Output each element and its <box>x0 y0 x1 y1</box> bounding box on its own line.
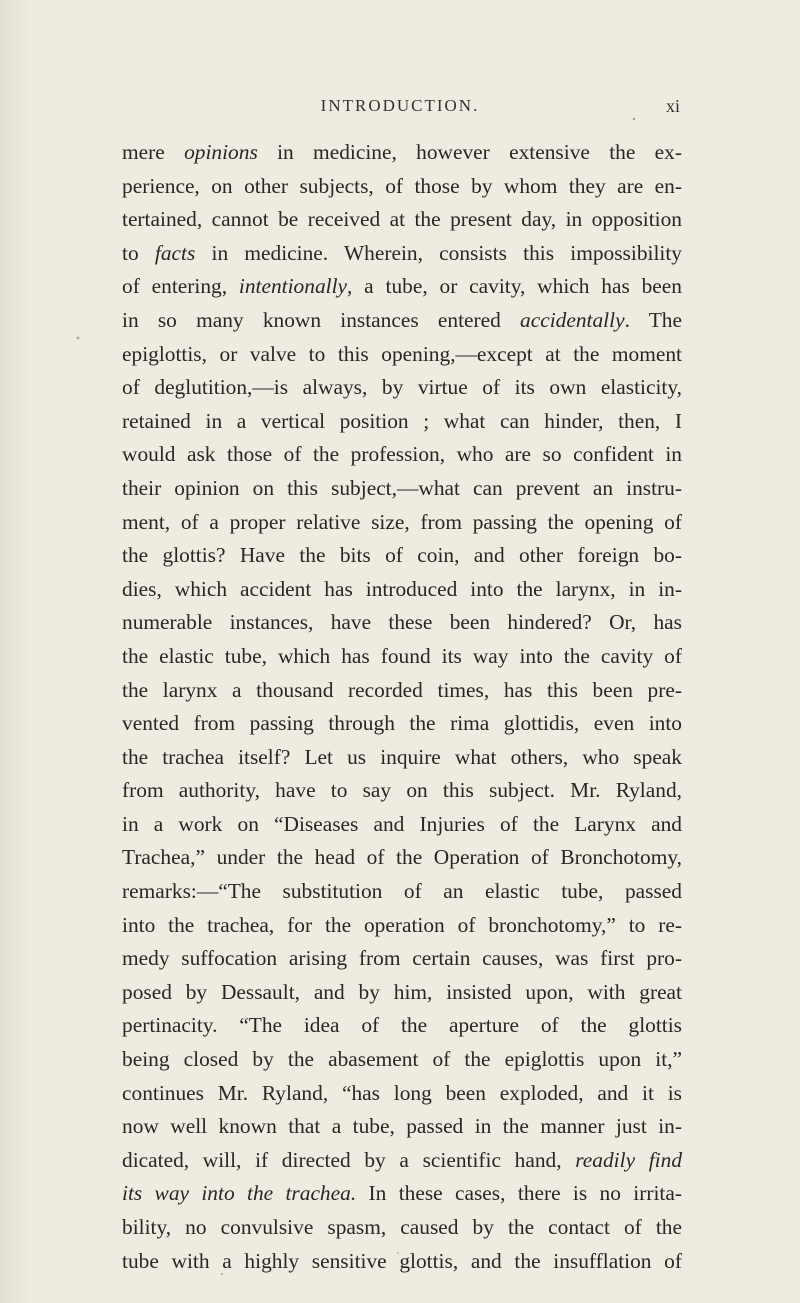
italic-text: its way into the trachea. <box>122 1181 357 1206</box>
italic-text: readily find <box>575 1147 683 1172</box>
text-line <box>122 573 682 607</box>
text-segment: numerable instances, have these been hindered? Or, has <box>122 610 682 635</box>
text-line <box>122 909 682 943</box>
text-segment: retained in a vertical position ; what can hinder, then, I <box>122 408 682 433</box>
text-segment: in so many known instances entered <box>122 307 521 332</box>
text-segment: posed by Dessault, and by him, insisted upon, with great <box>122 979 682 1004</box>
text-line <box>122 774 682 808</box>
text-line <box>122 674 682 708</box>
text-line <box>122 338 682 372</box>
text-segment: tube with a highly sensitive glottis, and the insufflation of <box>122 1248 682 1273</box>
text-segment: dicated, will, if directed by a scientific hand, <box>122 1147 576 1172</box>
text-segment: the glottis? Have the bits of coin, and other foreign bo- <box>122 543 682 568</box>
text-segment: would ask those of the profession, who are so confident in <box>122 442 682 467</box>
text-segment: tertained, cannot be received at the present day, in opposition <box>122 207 682 232</box>
text-line <box>122 405 682 439</box>
text-line <box>122 1211 682 1245</box>
body-text <box>122 136 682 1278</box>
text-line <box>122 1009 682 1043</box>
text-segment: . The <box>624 307 682 332</box>
text-line <box>122 1110 682 1144</box>
text-line <box>122 841 682 875</box>
text-line <box>122 1077 682 1111</box>
text-line <box>122 640 682 674</box>
text-segment: the elastic tube, which has found its way into the cavity of <box>122 643 682 668</box>
text-segment: the trachea itself? Let us inquire what others, who speak <box>122 744 682 769</box>
italic-text: opinions <box>184 140 258 164</box>
text-segment: mere <box>122 140 185 164</box>
text-line <box>122 707 682 741</box>
text-segment: dies, which accident has introduced into the larynx, in in- <box>122 576 682 601</box>
text-segment: medy suffocation arising from certain causes, was first pro- <box>122 946 682 971</box>
text-line <box>122 237 682 271</box>
text-segment: pertinacity. “The idea of the aperture of the glottis <box>122 1013 682 1038</box>
text-segment: their opinion on this subject,—what can prevent an instru- <box>122 475 682 500</box>
text-segment: In these cases, there is no irrita- <box>356 1181 682 1206</box>
text-segment: in a work on “Diseases and Injuries of the Larynx and <box>122 811 682 836</box>
italic-text: intentionally <box>238 274 348 299</box>
text-line <box>122 136 682 170</box>
text-segment: Trachea,” under the head of the Operation of Bronchotomy, <box>122 845 682 870</box>
text-line <box>122 1144 682 1178</box>
text-line <box>122 741 682 775</box>
text-line <box>122 606 682 640</box>
text-segment: of deglutition,—is always, by virtue of its own elasticity, <box>122 375 682 400</box>
text-line <box>122 942 682 976</box>
text-line <box>122 203 682 237</box>
text-line <box>122 371 682 405</box>
text-line <box>122 1177 682 1211</box>
text-segment: , a tube, or cavity, which has been <box>347 274 682 299</box>
text-line <box>122 539 682 573</box>
text-segment: being closed by the abasement of the epiglottis upon it,” <box>122 1047 682 1072</box>
text-segment: continues Mr. Ryland, “has long been exploded, and it is <box>122 1080 682 1105</box>
text-segment: bility, no convulsive spasm, caused by the contact of the <box>122 1215 682 1239</box>
text-line <box>122 304 682 338</box>
text-segment: in medicine. Wherein, consists this impossibility <box>195 240 682 265</box>
text-line <box>122 976 682 1010</box>
text-segment: ment, of a proper relative size, from passing the opening of <box>122 509 682 534</box>
text-segment: epiglottis, or valve to this opening,—except at the moment <box>122 341 682 366</box>
text-line <box>122 472 682 506</box>
text-segment: of entering, <box>122 274 239 299</box>
text-line <box>122 506 682 540</box>
text-line <box>122 270 682 304</box>
text-line <box>122 1043 682 1077</box>
text-segment: from authority, have to say on this subject. Mr. Ryland, <box>122 778 682 803</box>
page-number: xi <box>665 96 680 116</box>
text-line <box>122 1245 682 1279</box>
running-head <box>120 96 680 126</box>
running-title: INTRODUCTION. <box>320 96 480 115</box>
text-line <box>122 808 682 842</box>
text-segment: in medicine, however extensive the ex- <box>257 140 682 164</box>
text-segment: to <box>122 240 155 265</box>
text-segment: into the trachea, for the operation of bronchotomy,” to re- <box>122 912 682 937</box>
italic-text: accidentally <box>520 307 625 332</box>
italic-text: facts <box>154 240 196 265</box>
text-line <box>122 875 682 909</box>
text-segment: the larynx a thousand recorded times, has this been pre- <box>122 677 682 702</box>
text-segment: perience, on other subjects, of those by whom they are en- <box>122 173 682 198</box>
text-line <box>122 438 682 472</box>
text-segment: remarks:—“The substitution of an elastic tube, passed <box>122 879 682 904</box>
text-line <box>122 170 682 204</box>
text-segment: vented from passing through the rima glottidis, even into <box>122 711 682 736</box>
text-segment: now well known that a tube, passed in the manner just in- <box>122 1114 682 1139</box>
